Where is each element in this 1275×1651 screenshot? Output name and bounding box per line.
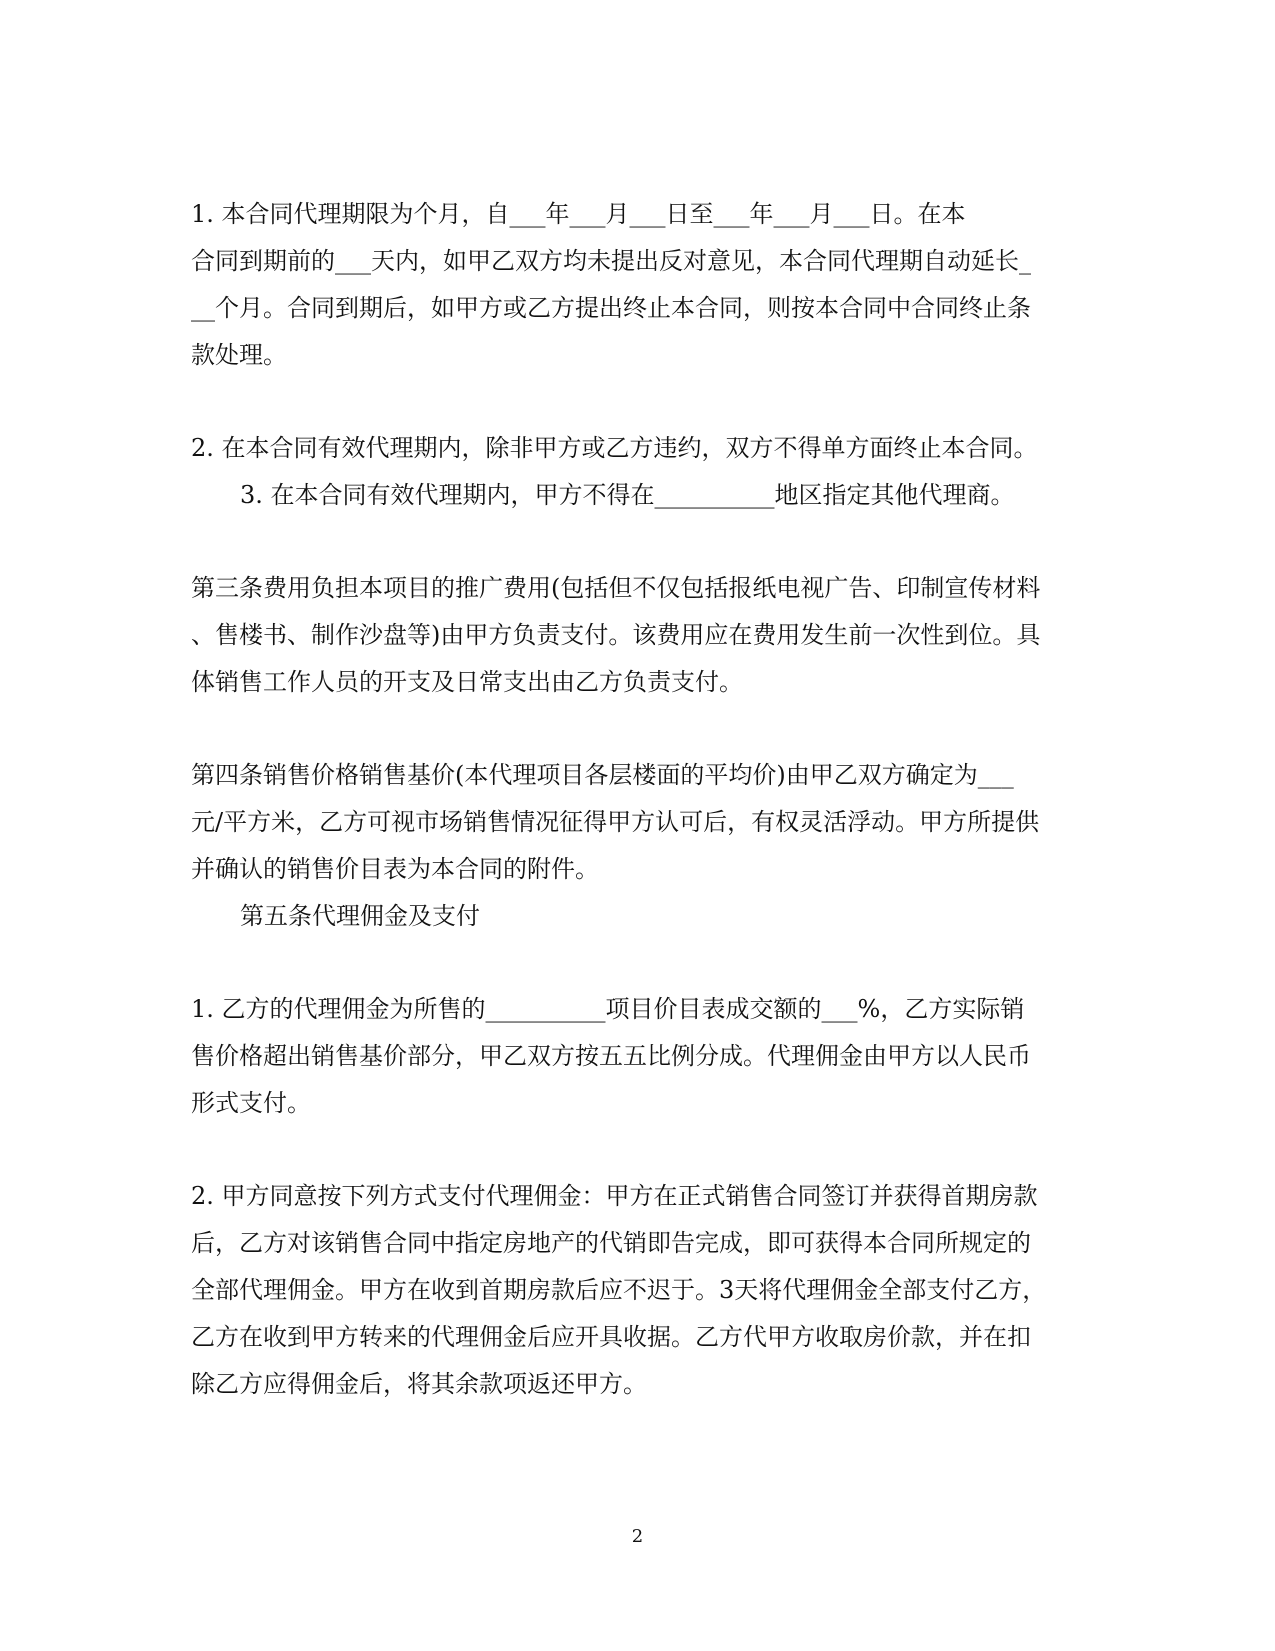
- text-line: 第四条销售价格销售基价(本代理项目各层楼面的平均价)由甲乙双方确定为___: [191, 761, 1014, 789]
- page-number: 2: [631, 1526, 644, 1547]
- text-line: 2. 在本合同有效代理期内，除非甲方或乙方违约，双方不得单方面终止本合同。: [191, 434, 1038, 462]
- text-line: 2. 甲方同意按下列方式支付代理佣金：甲方在正式销售合同签订并获得首期房款: [191, 1182, 1038, 1210]
- text-line: __个月。合同到期后，如甲方或乙方提出终止本合同，则按本合同中合同终止条: [191, 294, 1031, 322]
- text-line: 第三条费用负担本项目的推广费用(包括但不仅包括报纸电视广告、印制宣传材料: [191, 574, 1041, 602]
- text-line: 并确认的销售价目表为本合同的附件。: [191, 855, 599, 883]
- text-line: 售价格超出销售基价部分，甲乙双方按五五比例分成。代理佣金由甲方以人民币: [191, 1042, 1031, 1070]
- text-line: 1. 本合同代理期限为个月，自___年___月___日至___年___月___日。在本: [191, 200, 966, 228]
- text-line: 、售楼书、制作沙盘等)由甲方负责支付。该费用应在费用发生前一次性到位。具: [191, 621, 1041, 649]
- text-line: 形式支付。: [191, 1089, 311, 1117]
- text-line: 后，乙方对该销售合同中指定房地产的代销即告完成，即可获得本合同所规定的: [191, 1229, 1031, 1257]
- text-line: 3. 在本合同有效代理期内，甲方不得在__________地区指定其他代理商。: [240, 481, 1015, 509]
- text-line: 乙方在收到甲方转来的代理佣金后应开具收据。乙方代甲方收取房价款，并在扣: [191, 1323, 1031, 1351]
- text-line: 1. 乙方的代理佣金为所售的__________项目价目表成交额的___%，乙方实际销: [191, 995, 1025, 1023]
- text-line: 除乙方应得佣金后，将其余款项返还甲方。: [191, 1370, 647, 1398]
- text-line: 体销售工作人员的开支及日常支出由乙方负责支付。: [191, 668, 743, 696]
- text-line: 全部代理佣金。甲方在收到首期房款后应不迟于。3天将代理佣金全部支付乙方，: [191, 1276, 1047, 1304]
- text-line: 款处理。: [191, 341, 287, 369]
- text-line: 合同到期前的___天内，如甲乙双方均未提出反对意见，本合同代理期自动延长_: [191, 247, 1031, 275]
- section-heading: 第五条代理佣金及支付: [240, 902, 480, 930]
- text-line: 元/平方米，乙方可视市场销售情况征得甲方认可后，有权灵活浮动。甲方所提供: [191, 808, 1040, 836]
